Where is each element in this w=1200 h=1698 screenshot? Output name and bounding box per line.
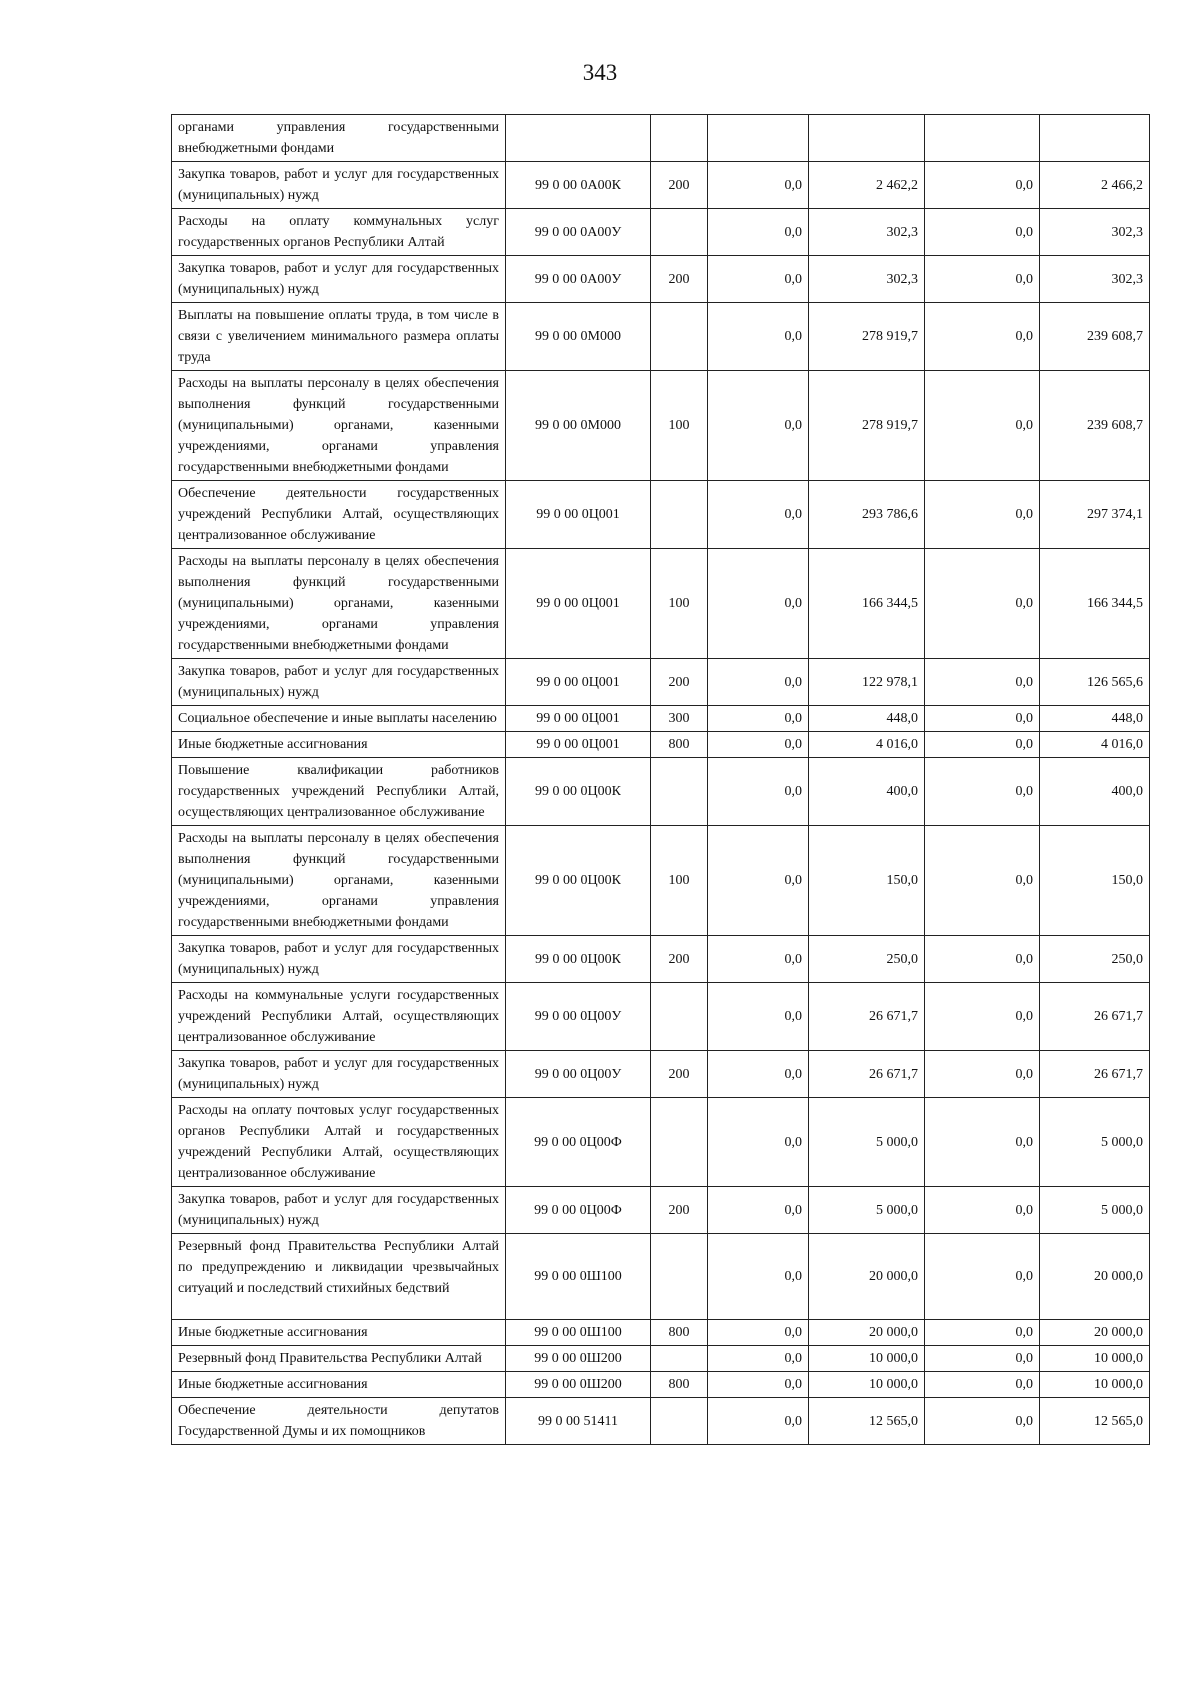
target-article-code: 99 0 00 0Ц00К: [506, 758, 651, 826]
target-article-code: 99 0 00 0Ц00Ф: [506, 1098, 651, 1187]
amount-col-4: 239 608,7: [1040, 371, 1150, 481]
row-description: Закупка товаров, работ и услуг для государственных (муниципальных) нужд: [172, 256, 506, 303]
amount-col-2: 12 565,0: [809, 1398, 925, 1445]
amount-col-4: 150,0: [1040, 826, 1150, 936]
expense-type-code: 200: [651, 1187, 708, 1234]
table-row: [172, 1051, 1150, 1098]
row-description: Обеспечение деятельности депутатов Государственной Думы и их помощников: [172, 1398, 506, 1445]
amount-col-1: [708, 115, 809, 162]
table-row: [172, 983, 1150, 1051]
amount-col-1: 0,0: [708, 826, 809, 936]
table-row: [172, 706, 1150, 732]
amount-col-3: 0,0: [925, 1346, 1040, 1372]
target-article-code: 99 0 00 0А00У: [506, 209, 651, 256]
amount-col-1: 0,0: [708, 1187, 809, 1234]
expense-type-code: 100: [651, 826, 708, 936]
table-row: [172, 549, 1150, 659]
amount-col-1: 0,0: [708, 758, 809, 826]
amount-col-4: 26 671,7: [1040, 983, 1150, 1051]
table-row: [172, 303, 1150, 371]
amount-col-3: 0,0: [925, 481, 1040, 549]
row-description: Расходы на коммунальные услуги государственных учреждений Республики Алтай, осуществляющих централизованное обслуживание: [172, 983, 506, 1051]
amount-col-2: 302,3: [809, 209, 925, 256]
target-article-code: 99 0 00 0Ш100: [506, 1234, 651, 1320]
table-row: [172, 1098, 1150, 1187]
amount-col-4: 12 565,0: [1040, 1398, 1150, 1445]
amount-col-3: 0,0: [925, 1051, 1040, 1098]
table-row: [172, 936, 1150, 983]
table-row: [172, 1398, 1150, 1445]
table-row: [172, 256, 1150, 303]
target-article-code: 99 0 00 0Ц001: [506, 659, 651, 706]
row-description: Резервный фонд Правительства Республики Алтай: [172, 1346, 506, 1372]
amount-col-1: 0,0: [708, 303, 809, 371]
target-article-code: 99 0 00 0М000: [506, 303, 651, 371]
table-row: [172, 826, 1150, 936]
expense-type-code: [651, 115, 708, 162]
amount-col-2: 5 000,0: [809, 1098, 925, 1187]
expense-type-code: [651, 1346, 708, 1372]
amount-col-4: 20 000,0: [1040, 1320, 1150, 1346]
expense-type-code: [651, 1398, 708, 1445]
amount-col-2: 5 000,0: [809, 1187, 925, 1234]
target-article-code: 99 0 00 0Ц00У: [506, 983, 651, 1051]
amount-col-4: 26 671,7: [1040, 1051, 1150, 1098]
row-description: Закупка товаров, работ и услуг для государственных (муниципальных) нужд: [172, 936, 506, 983]
amount-col-1: 0,0: [708, 371, 809, 481]
amount-col-4: 250,0: [1040, 936, 1150, 983]
amount-col-2: 4 016,0: [809, 732, 925, 758]
amount-col-4: 239 608,7: [1040, 303, 1150, 371]
amount-col-1: 0,0: [708, 1372, 809, 1398]
table-row: [172, 732, 1150, 758]
amount-col-4: 20 000,0: [1040, 1234, 1150, 1320]
budget-table-body: [172, 115, 1150, 1445]
amount-col-2: 400,0: [809, 758, 925, 826]
amount-col-3: 0,0: [925, 1234, 1040, 1320]
row-description: Расходы на оплату коммунальных услуг государственных органов Республики Алтай: [172, 209, 506, 256]
target-article-code: 99 0 00 0Ц00К: [506, 826, 651, 936]
target-article-code: 99 0 00 0Ц00Ф: [506, 1187, 651, 1234]
target-article-code: 99 0 00 0М000: [506, 371, 651, 481]
amount-col-3: 0,0: [925, 983, 1040, 1051]
amount-col-3: 0,0: [925, 256, 1040, 303]
amount-col-3: 0,0: [925, 1187, 1040, 1234]
row-description: Выплаты на повышение оплаты труда, в том числе в связи с увеличением минимального размера оплаты труда: [172, 303, 506, 371]
amount-col-3: 0,0: [925, 758, 1040, 826]
amount-col-1: 0,0: [708, 1398, 809, 1445]
row-description: Обеспечение деятельности государственных учреждений Республики Алтай, осуществляющих централизованное обслуживание: [172, 481, 506, 549]
expense-type-code: [651, 1098, 708, 1187]
expense-type-code: 200: [651, 256, 708, 303]
amount-col-2: 20 000,0: [809, 1234, 925, 1320]
amount-col-4: 448,0: [1040, 706, 1150, 732]
target-article-code: 99 0 00 0Ц001: [506, 732, 651, 758]
expense-type-code: 200: [651, 936, 708, 983]
amount-col-3: 0,0: [925, 826, 1040, 936]
amount-col-1: 0,0: [708, 1346, 809, 1372]
amount-col-2: 122 978,1: [809, 659, 925, 706]
amount-col-2: 293 786,6: [809, 481, 925, 549]
row-description: Социальное обеспечение и иные выплаты населению: [172, 706, 506, 732]
amount-col-4: 166 344,5: [1040, 549, 1150, 659]
amount-col-2: 250,0: [809, 936, 925, 983]
target-article-code: 99 0 00 0Ш100: [506, 1320, 651, 1346]
expense-type-code: [651, 303, 708, 371]
amount-col-3: 0,0: [925, 1098, 1040, 1187]
target-article-code: 99 0 00 0Ш200: [506, 1346, 651, 1372]
amount-col-3: 0,0: [925, 706, 1040, 732]
amount-col-4: 5 000,0: [1040, 1098, 1150, 1187]
target-article-code: 99 0 00 0Ш200: [506, 1372, 651, 1398]
amount-col-4: 126 565,6: [1040, 659, 1150, 706]
amount-col-3: 0,0: [925, 303, 1040, 371]
table-row: [172, 115, 1150, 162]
target-article-code: 99 0 00 51411: [506, 1398, 651, 1445]
row-description: Закупка товаров, работ и услуг для государственных (муниципальных) нужд: [172, 1187, 506, 1234]
amount-col-4: 297 374,1: [1040, 481, 1150, 549]
expense-type-code: 800: [651, 1320, 708, 1346]
row-description: органами управления государственными внебюджетными фондами: [172, 115, 506, 162]
amount-col-2: 10 000,0: [809, 1346, 925, 1372]
row-description: Иные бюджетные ассигнования: [172, 732, 506, 758]
amount-col-1: 0,0: [708, 1098, 809, 1187]
target-article-code: 99 0 00 0Ц001: [506, 706, 651, 732]
table-row: [172, 1234, 1150, 1320]
row-description: Расходы на выплаты персоналу в целях обеспечения выполнения функций государственными (муниципальными) органами, казенными учреждениями, органами управления государственными внебюджетными фондами: [172, 826, 506, 936]
amount-col-1: 0,0: [708, 162, 809, 209]
amount-col-4: 400,0: [1040, 758, 1150, 826]
table-row: [172, 481, 1150, 549]
amount-col-2: 20 000,0: [809, 1320, 925, 1346]
amount-col-4: 2 466,2: [1040, 162, 1150, 209]
target-article-code: 99 0 00 0Ц00У: [506, 1051, 651, 1098]
table-row: [172, 758, 1150, 826]
amount-col-1: 0,0: [708, 983, 809, 1051]
amount-col-1: 0,0: [708, 732, 809, 758]
amount-col-4: 4 016,0: [1040, 732, 1150, 758]
amount-col-2: 166 344,5: [809, 549, 925, 659]
row-description: Расходы на выплаты персоналу в целях обеспечения выполнения функций государственными (муниципальными) органами, казенными учреждениями, органами управления государственными внебюджетными фондами: [172, 549, 506, 659]
amount-col-3: 0,0: [925, 162, 1040, 209]
amount-col-4: 302,3: [1040, 209, 1150, 256]
amount-col-3: 0,0: [925, 1398, 1040, 1445]
expense-type-code: 300: [651, 706, 708, 732]
amount-col-3: 0,0: [925, 209, 1040, 256]
expense-type-code: [651, 983, 708, 1051]
amount-col-2: 26 671,7: [809, 983, 925, 1051]
expense-type-code: [651, 481, 708, 549]
amount-col-3: 0,0: [925, 659, 1040, 706]
amount-col-2: [809, 115, 925, 162]
amount-col-1: 0,0: [708, 209, 809, 256]
amount-col-3: 0,0: [925, 732, 1040, 758]
expense-type-code: [651, 1234, 708, 1320]
expense-type-code: 800: [651, 1372, 708, 1398]
amount-col-2: 2 462,2: [809, 162, 925, 209]
table-row: [172, 1320, 1150, 1346]
row-description: Иные бюджетные ассигнования: [172, 1320, 506, 1346]
row-description: Повышение квалификации работников государственных учреждений Республики Алтай, осуществляющих централизованное обслуживание: [172, 758, 506, 826]
target-article-code: 99 0 00 0Ц001: [506, 549, 651, 659]
row-description: Закупка товаров, работ и услуг для государственных (муниципальных) нужд: [172, 162, 506, 209]
amount-col-2: 302,3: [809, 256, 925, 303]
table-row: [172, 1346, 1150, 1372]
row-description: Иные бюджетные ассигнования: [172, 1372, 506, 1398]
expense-type-code: 200: [651, 659, 708, 706]
row-description: Расходы на выплаты персоналу в целях обеспечения выполнения функций государственными (муниципальными) органами, казенными учреждениями, органами управления государственными внебюджетными фондами: [172, 371, 506, 481]
target-article-code: 99 0 00 0А00У: [506, 256, 651, 303]
table-row: [172, 1372, 1150, 1398]
expense-type-code: 100: [651, 371, 708, 481]
table-row: [172, 659, 1150, 706]
amount-col-1: 0,0: [708, 256, 809, 303]
amount-col-2: 278 919,7: [809, 371, 925, 481]
amount-col-1: 0,0: [708, 549, 809, 659]
amount-col-2: 278 919,7: [809, 303, 925, 371]
amount-col-3: 0,0: [925, 371, 1040, 481]
amount-col-4: 302,3: [1040, 256, 1150, 303]
amount-col-3: [925, 115, 1040, 162]
amount-col-3: 0,0: [925, 1372, 1040, 1398]
target-article-code: [506, 115, 651, 162]
table-row: [172, 371, 1150, 481]
expense-type-code: 800: [651, 732, 708, 758]
amount-col-2: 448,0: [809, 706, 925, 732]
page-number: 343: [582, 60, 618, 85]
amount-col-3: 0,0: [925, 1320, 1040, 1346]
table-row: [172, 162, 1150, 209]
expense-type-code: 200: [651, 162, 708, 209]
row-description: Расходы на оплату почтовых услуг государственных органов Республики Алтай и государственных учреждений Республики Алтай, осуществляющих централизованное обслуживание: [172, 1098, 506, 1187]
target-article-code: 99 0 00 0Ц00К: [506, 936, 651, 983]
amount-col-3: 0,0: [925, 549, 1040, 659]
row-description: Закупка товаров, работ и услуг для государственных (муниципальных) нужд: [172, 1051, 506, 1098]
budget-table: [171, 114, 1150, 1445]
expense-type-code: [651, 758, 708, 826]
amount-col-4: [1040, 115, 1150, 162]
amount-col-2: 10 000,0: [809, 1372, 925, 1398]
amount-col-4: 10 000,0: [1040, 1346, 1150, 1372]
target-article-code: 99 0 00 0А00К: [506, 162, 651, 209]
expense-type-code: [651, 209, 708, 256]
amount-col-1: 0,0: [708, 481, 809, 549]
row-description: Резервный фонд Правительства Республики Алтай по предупреждению и ликвидации чрезвычайных ситуаций и последствий стихийных бедствий: [172, 1234, 506, 1320]
row-description: Закупка товаров, работ и услуг для государственных (муниципальных) нужд: [172, 659, 506, 706]
amount-col-1: 0,0: [708, 659, 809, 706]
target-article-code: 99 0 00 0Ц001: [506, 481, 651, 549]
amount-col-1: 0,0: [708, 706, 809, 732]
amount-col-3: 0,0: [925, 936, 1040, 983]
amount-col-4: 10 000,0: [1040, 1372, 1150, 1398]
table-row: [172, 1187, 1150, 1234]
amount-col-1: 0,0: [708, 1320, 809, 1346]
amount-col-1: 0,0: [708, 1051, 809, 1098]
amount-col-2: 150,0: [809, 826, 925, 936]
table-row: [172, 209, 1150, 256]
amount-col-2: 26 671,7: [809, 1051, 925, 1098]
amount-col-1: 0,0: [708, 1234, 809, 1320]
amount-col-1: 0,0: [708, 936, 809, 983]
expense-type-code: 100: [651, 549, 708, 659]
expense-type-code: 200: [651, 1051, 708, 1098]
amount-col-4: 5 000,0: [1040, 1187, 1150, 1234]
